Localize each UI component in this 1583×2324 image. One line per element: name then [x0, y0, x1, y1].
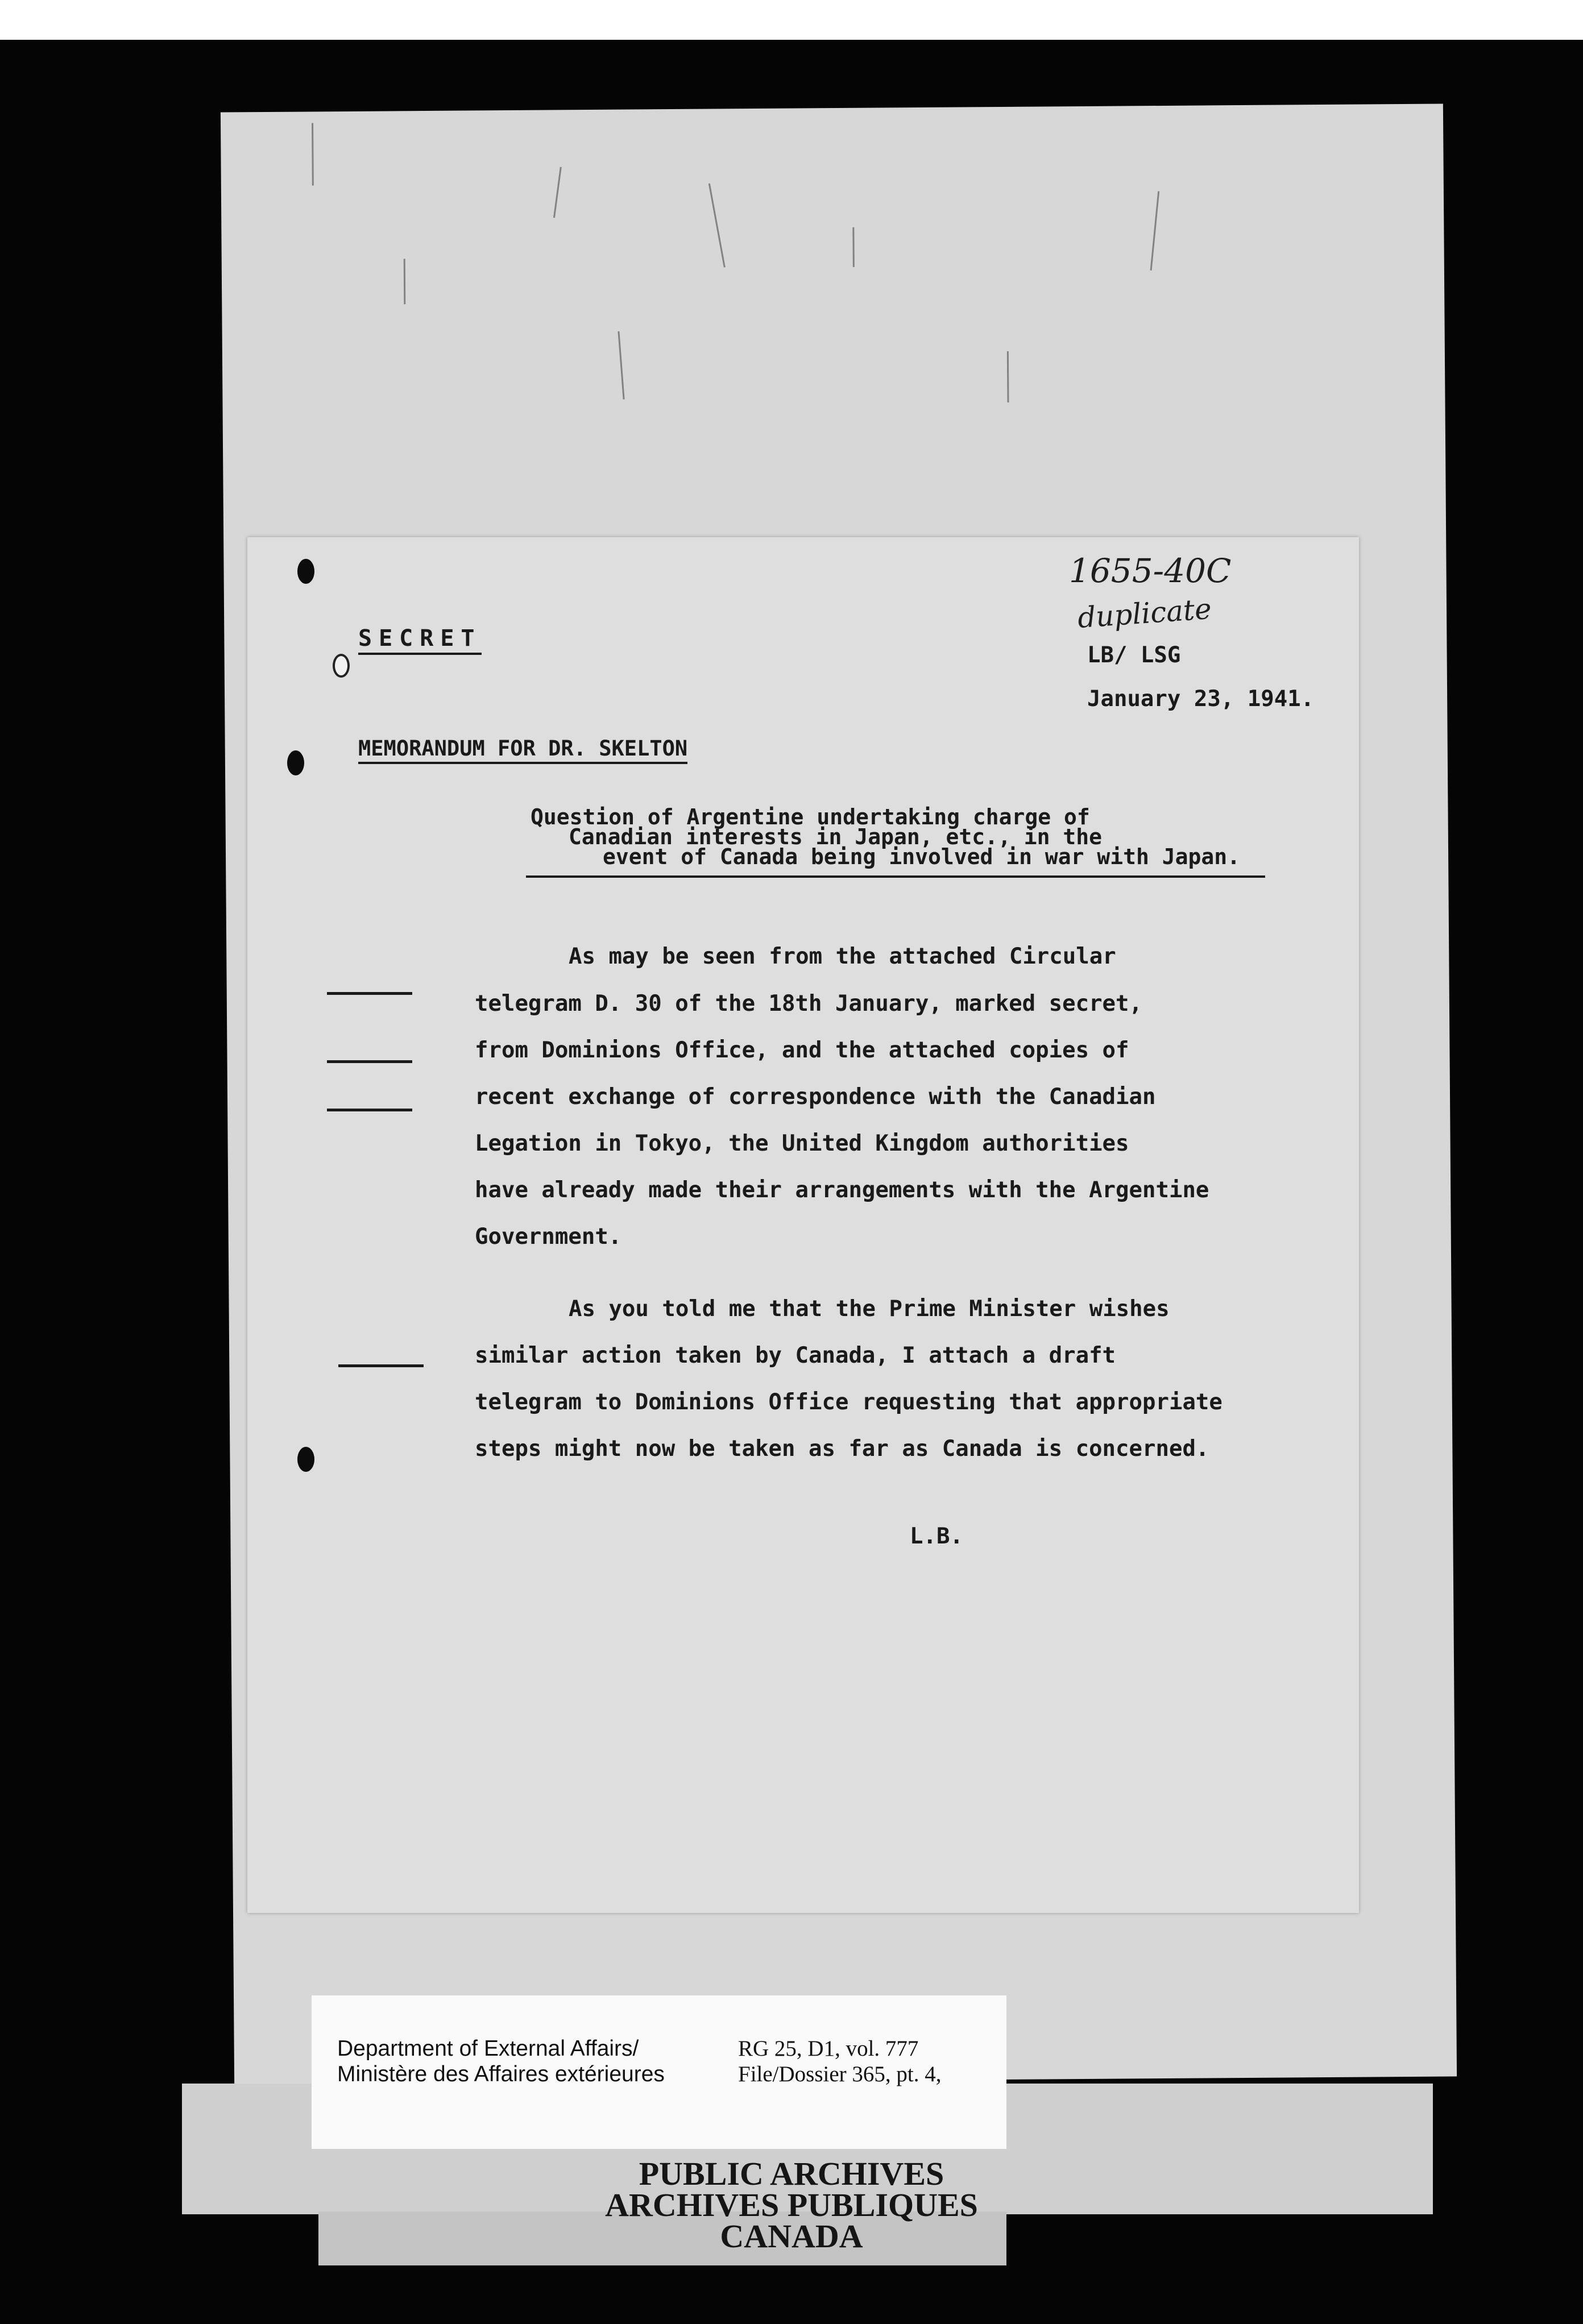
department-name-fr: Ministère des Affaires extérieures — [337, 2062, 665, 2086]
secret-marking: SECRET — [358, 625, 482, 655]
archive-country: CANADA — [720, 2218, 863, 2255]
memo-heading: MEMORANDUM FOR DR. SKELTON — [358, 736, 687, 764]
margin-mark — [327, 1060, 412, 1063]
handwritten-file-number: 1655-40C — [1069, 551, 1232, 590]
archive-name-en: PUBLIC ARCHIVES — [639, 2155, 944, 2192]
margin-mark — [338, 1364, 424, 1367]
paragraph-line: Legation in Tokyo, the United Kingdom authorities — [475, 1131, 1129, 1156]
paragraph-line: have already made their arrangements with the Argentine — [475, 1177, 1209, 1203]
paragraph-line: As you told me that the Prime Minister wishes — [569, 1296, 1170, 1322]
scratch-mark — [1150, 191, 1160, 271]
scratch-mark — [404, 259, 406, 304]
signature-initials: L.B. — [910, 1524, 963, 1549]
department-name-en: Department of External Affairs/ — [337, 2036, 639, 2061]
scratch-mark — [1007, 351, 1009, 402]
file-dossier-ref: File/Dossier 365, pt. 4, — [738, 2062, 942, 2086]
paragraph-line: similar action taken by Canada, I attach a draft — [475, 1343, 1116, 1368]
paragraph-line: Government. — [475, 1224, 622, 1250]
record-group-ref: RG 25, D1, vol. 777 — [738, 2036, 919, 2061]
reference-label — [312, 1995, 1006, 2149]
subject-line: Canadian interests in Japan, etc., in the — [569, 824, 1102, 849]
punch-hole — [333, 654, 350, 678]
paragraph-line: steps might now be taken as far as Canada is concerned. — [475, 1436, 1209, 1462]
memo-date: January 23, 1941. — [1087, 686, 1315, 712]
subject-underline — [526, 875, 1265, 878]
archive-name-fr: ARCHIVES PUBLIQUES — [605, 2186, 978, 2223]
paragraph-line: from Dominions Office, and the attached copies of — [475, 1038, 1129, 1063]
memo-page — [247, 537, 1359, 1913]
punch-hole — [297, 559, 314, 584]
scratch-mark — [312, 123, 314, 185]
margin-mark — [327, 1109, 412, 1111]
handwritten-note: duplicate — [1076, 592, 1213, 635]
punch-hole — [287, 750, 304, 775]
subject-line: event of Canada being involved in war with Japan. — [603, 844, 1241, 869]
paragraph-line: telegram to Dominions Office requesting that appropriate — [475, 1389, 1223, 1415]
subject-line: Question of Argentine undertaking charge of — [531, 804, 1090, 829]
paragraph-line: recent exchange of correspondence with the Canadian — [475, 1084, 1156, 1110]
paragraph-line: As may be seen from the attached Circular — [569, 944, 1116, 969]
margin-mark — [327, 992, 412, 995]
reference-initials: LB/ LSG — [1087, 642, 1181, 668]
punch-hole — [297, 1447, 314, 1472]
scratch-mark — [618, 331, 624, 400]
paragraph-line: telegram D. 30 of the 18th January, marked secret, — [475, 991, 1142, 1016]
scratch-mark — [553, 167, 562, 218]
scratch-mark — [708, 183, 726, 267]
scan-top-border — [0, 0, 1583, 40]
scratch-mark — [852, 227, 854, 267]
